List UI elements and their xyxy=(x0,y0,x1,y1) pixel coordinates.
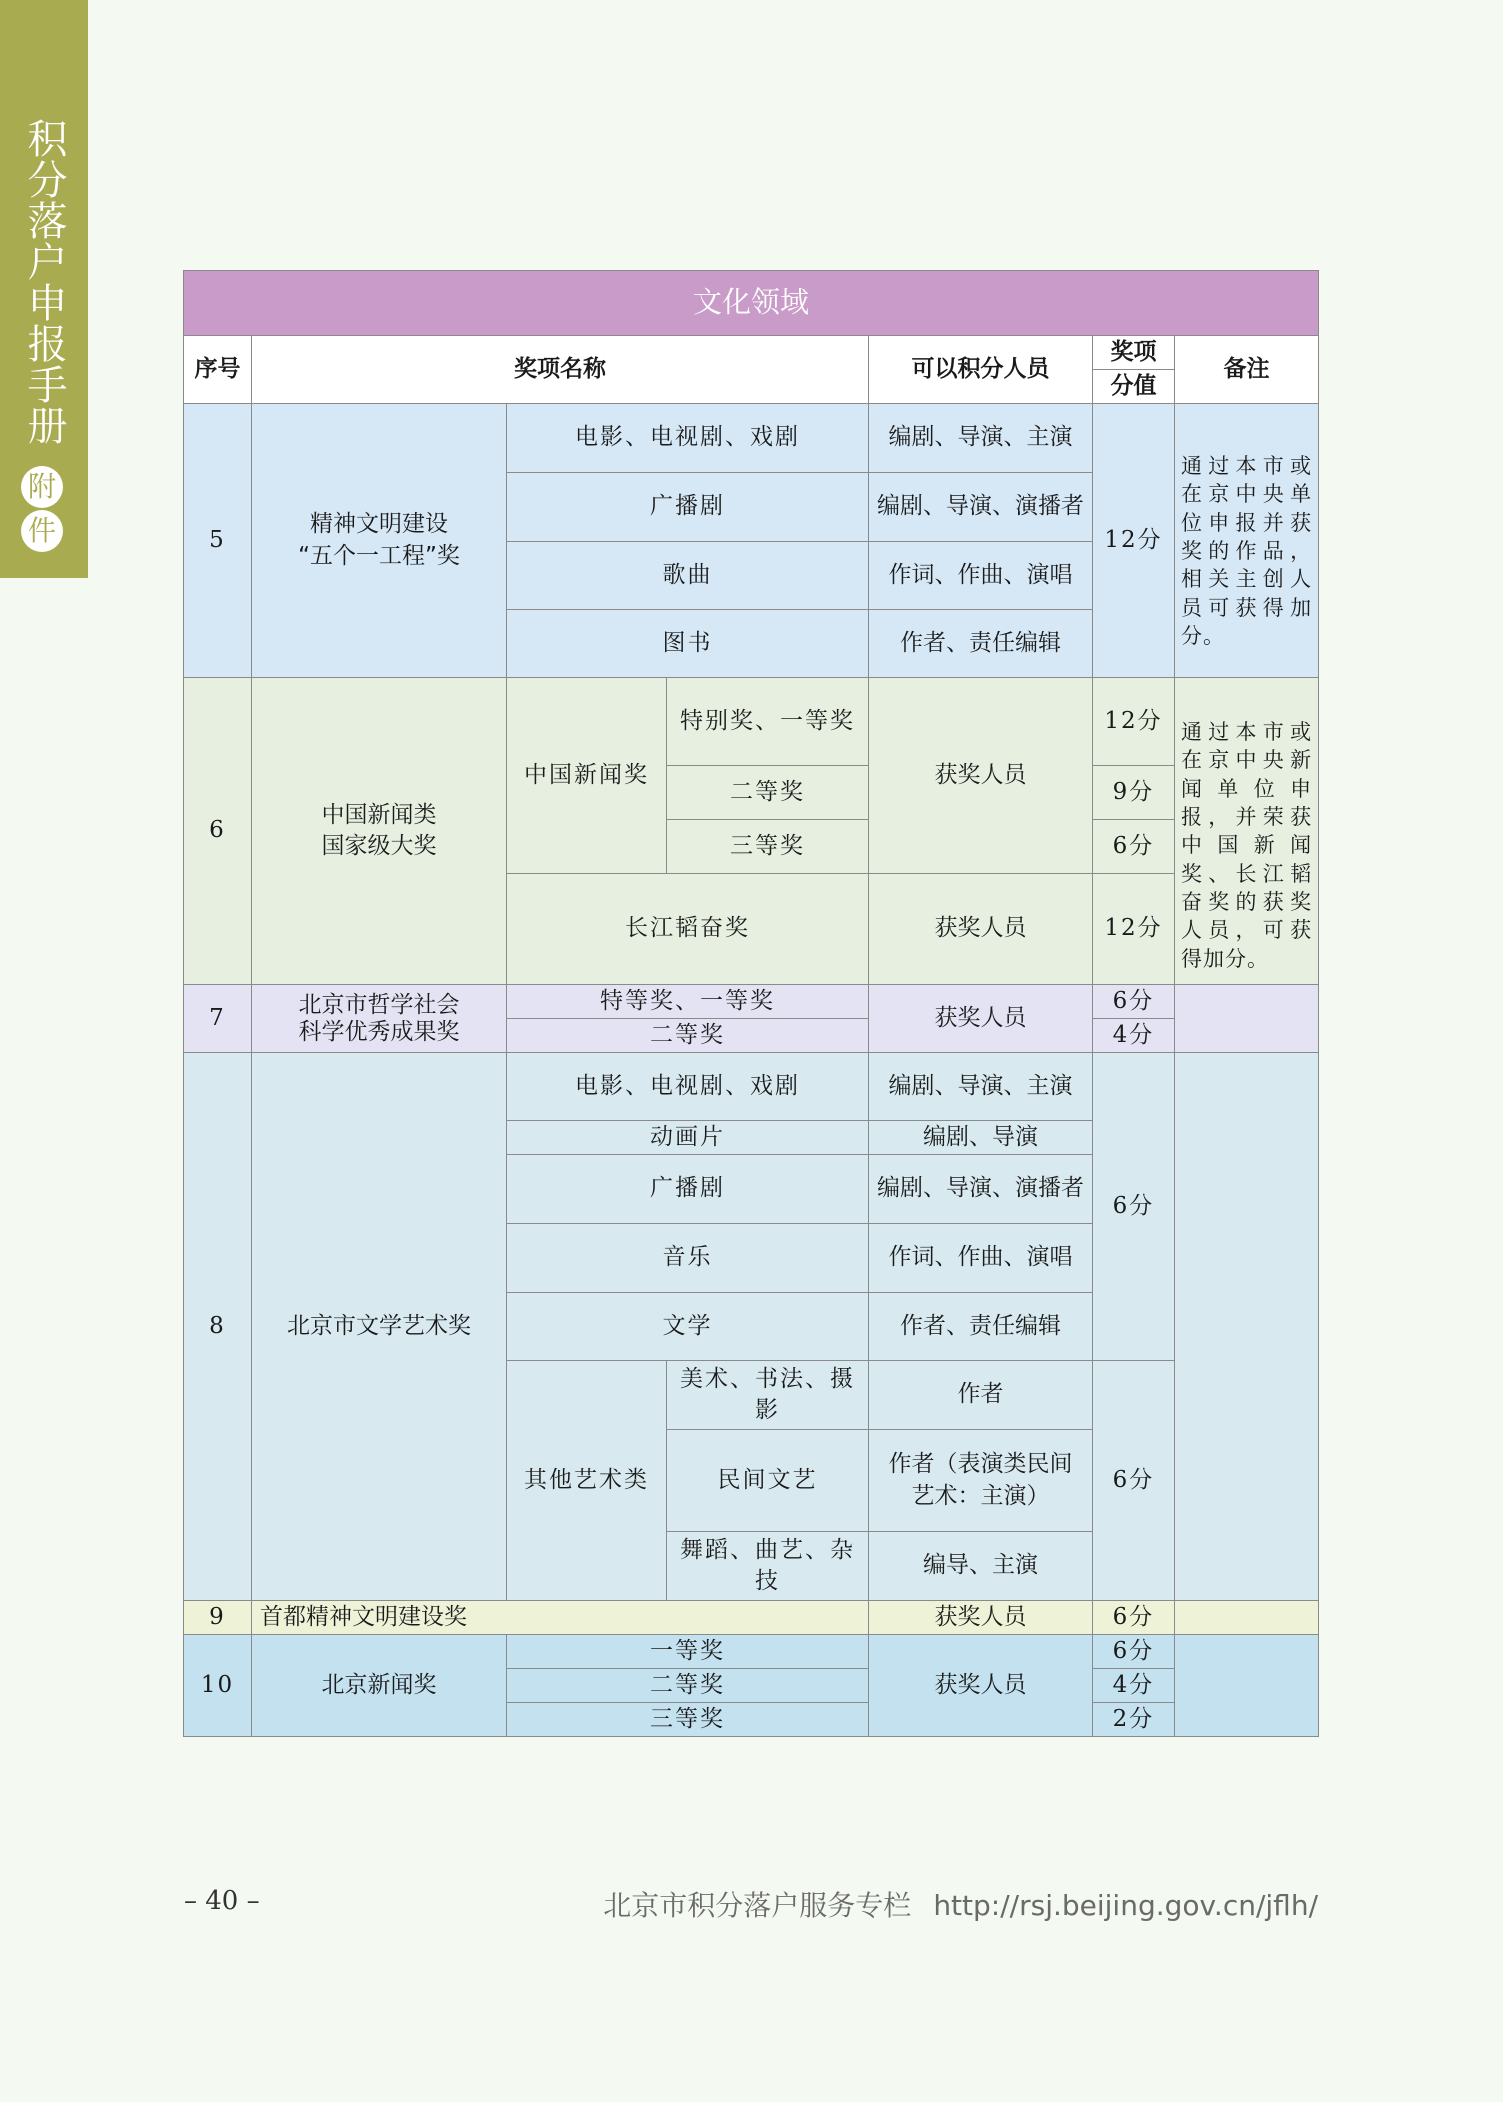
row-no: 7 xyxy=(184,985,252,1053)
award-score: 6分 xyxy=(1093,1635,1175,1669)
award-score: 6分 xyxy=(1093,1053,1175,1361)
award-score: 4分 xyxy=(1093,1019,1175,1053)
award-item: 电影、电视剧、戏剧 xyxy=(507,404,869,473)
award-item: 民间文艺 xyxy=(667,1430,869,1532)
eligible-people: 获奖人员 xyxy=(869,1635,1093,1737)
side-tab xyxy=(0,0,88,578)
award-name: 北京新闻奖 xyxy=(252,1635,507,1737)
remark xyxy=(1175,985,1319,1053)
row-no: 10 xyxy=(184,1635,252,1737)
remark xyxy=(1175,1601,1319,1635)
award-name: 首都精神文明建设奖 xyxy=(252,1601,869,1635)
award-score: 4分 xyxy=(1093,1669,1175,1703)
remark xyxy=(1175,1053,1319,1601)
footer-text: 北京市积分落户服务专栏 xyxy=(603,1889,912,1922)
award-item: 电影、电视剧、戏剧 xyxy=(507,1053,869,1121)
award-score: 6分 xyxy=(1093,820,1175,874)
award-item: 音乐 xyxy=(507,1224,869,1293)
award-item: 三等奖 xyxy=(667,820,869,874)
award-name-line: 北京市哲学社会 xyxy=(298,992,460,1019)
award-item: 一等奖 xyxy=(507,1635,869,1669)
eligible-people: 编剧、导演 xyxy=(869,1121,1093,1155)
award-name-line: 精神文明建设 xyxy=(310,511,448,538)
eligible-people: 获奖人员 xyxy=(869,874,1093,985)
award-item: 二等奖 xyxy=(667,766,869,820)
award-item: 舞蹈、曲艺、杂技 xyxy=(667,1532,869,1601)
award-item: 美术、书法、摄影 xyxy=(667,1361,869,1430)
award-item: 广播剧 xyxy=(507,473,869,542)
side-title: 积分落户申报手册 xyxy=(21,118,67,446)
award-name-line: “五个一工程”奖 xyxy=(298,542,460,569)
eligible-people: 编剧、导演、演播者 xyxy=(869,1155,1093,1224)
award-name xyxy=(252,404,507,678)
award-name xyxy=(252,985,507,1053)
award-item: 二等奖 xyxy=(507,1019,869,1053)
eligible-people: 获奖人员 xyxy=(869,985,1093,1053)
row-no: 6 xyxy=(184,678,252,985)
row-no: 8 xyxy=(184,1053,252,1601)
award-name-line: 科学优秀成果奖 xyxy=(298,1018,460,1045)
award-item: 文学 xyxy=(507,1293,869,1361)
award-item: 图书 xyxy=(507,610,869,678)
table-title: 文化领域 xyxy=(184,271,1319,336)
footer-url[interactable]: http://rsj.beijing.gov.cn/jflh/ xyxy=(933,1889,1318,1922)
award-score: 2分 xyxy=(1093,1703,1175,1737)
side-sub-char: 附 xyxy=(21,466,63,508)
award-item: 歌曲 xyxy=(507,542,869,610)
eligible-people: 获奖人员 xyxy=(869,1601,1093,1635)
award-name-line: 中国新闻类 xyxy=(321,801,437,828)
award-score: 6分 xyxy=(1093,985,1175,1019)
eligible-people: 编剧、导演、主演 xyxy=(869,404,1093,473)
header-score-bottom: 分值 xyxy=(1093,370,1175,404)
award-item: 长江韬奋奖 xyxy=(507,874,869,985)
award-name-line: 国家级大奖 xyxy=(321,833,437,859)
eligible-people: 编导、主演 xyxy=(869,1532,1093,1601)
eligible-people: 作者 xyxy=(869,1361,1093,1430)
row-no: 5 xyxy=(184,404,252,678)
award-name xyxy=(252,678,507,985)
footer xyxy=(603,1884,1318,1924)
award-subcategory: 其他艺术类 xyxy=(507,1361,667,1601)
eligible-people: 作者（表演类民间艺术：主演） xyxy=(869,1430,1093,1532)
eligible-people: 作者、责任编辑 xyxy=(869,1293,1093,1361)
eligible-people: 编剧、导演、主演 xyxy=(869,1053,1093,1121)
eligible-people: 编剧、导演、演播者 xyxy=(869,473,1093,542)
header-no: 序号 xyxy=(184,336,252,404)
award-item: 广播剧 xyxy=(507,1155,869,1224)
eligible-people: 作者、责任编辑 xyxy=(869,610,1093,678)
remark xyxy=(1175,1635,1319,1737)
award-item: 三等奖 xyxy=(507,1703,869,1737)
eligible-people: 作词、作曲、演唱 xyxy=(869,1224,1093,1293)
eligible-people: 作词、作曲、演唱 xyxy=(869,542,1093,610)
award-score: 12分 xyxy=(1093,874,1175,985)
award-name: 北京市文学艺术奖 xyxy=(252,1053,507,1601)
awards-table xyxy=(183,270,1319,1737)
award-score: 6分 xyxy=(1093,1601,1175,1635)
page-number: – 40 – xyxy=(184,1886,260,1916)
award-score: 9分 xyxy=(1093,766,1175,820)
header-people: 可以积分人员 xyxy=(869,336,1093,404)
award-item: 二等奖 xyxy=(507,1669,869,1703)
remark: 通过本市或在京中央单位申报并获奖的作品，相关主创人员可获得加分。 xyxy=(1175,404,1319,678)
award-subcategory: 中国新闻奖 xyxy=(507,678,667,874)
side-sub-char: 件 xyxy=(21,510,63,552)
award-item: 动画片 xyxy=(507,1121,869,1155)
side-subtitle xyxy=(21,466,63,554)
award-score: 12分 xyxy=(1093,678,1175,766)
eligible-people: 获奖人员 xyxy=(869,678,1093,874)
award-item: 特别奖、一等奖 xyxy=(667,678,869,766)
award-item: 特等奖、一等奖 xyxy=(507,985,869,1019)
header-note: 备注 xyxy=(1175,336,1319,404)
remark: 通过本市或在京中央新闻单位申报，并荣获中国新闻奖、长江韬奋奖的获奖人员，可获得加分。 xyxy=(1175,678,1319,985)
row-no: 9 xyxy=(184,1601,252,1635)
award-score: 12分 xyxy=(1093,404,1175,678)
header-score-top: 奖项 xyxy=(1093,336,1175,370)
award-score: 6分 xyxy=(1093,1361,1175,1601)
header-name: 奖项名称 xyxy=(252,336,869,404)
